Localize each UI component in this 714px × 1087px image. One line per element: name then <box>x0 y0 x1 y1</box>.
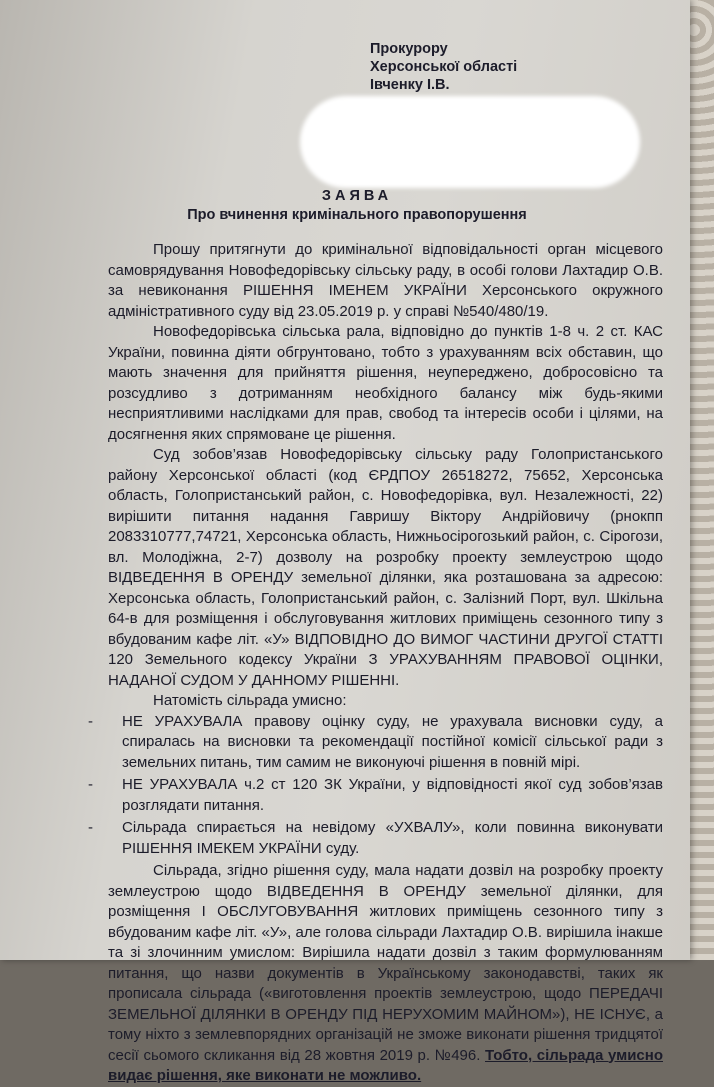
recipient-line-3: Івченку І.В. <box>370 77 450 93</box>
paragraph-intro-list: Натомість сільрада умисно: <box>153 692 347 709</box>
redaction-mark <box>300 96 640 188</box>
list-item <box>88 712 663 774</box>
list-dash: - <box>88 776 93 793</box>
paragraph-court-ruling: Суд зобов’язав Новофедорівську сільську раду Голопристанського району Херсонської області (код ЄРДПОУ 26518272, 75652, Херсонська область, Голопристанський район, с. Новофедорівка, вул. Незалежності, 22) вирішити питання надання Гавришу Віктору Андрійовичу (рнокпп 2083310777,74721, Херсонська область, Нижньосірогозький район, с. Сірогози, вл. Молодіжна, 2-7) дозволу на розробку проекту землеустрою щодо ВІДВЕДЕННЯ В ОРЕНДУ земельної ділянки, яка розташована за адресою: Херсонська область, Голопристанський район, с. Залізний Порт, вул. Шкільна 64-в для розміщення і обслуговування житлових приміщень сезонного типу з вбудованим кафе літ. «У» ВІДПОВІДНО ДО ВИМОГ ЧАСТИНИ ДРУГОЇ СТАТТІ 120 Земельного кодексу України З УРАХУВАННЯМ ПРАВОВОЇ ОЦІНКИ, НАДАНОЇ СУДОМ У ДАННОМУ РІШЕННІ. <box>108 446 663 689</box>
list-item <box>88 818 663 859</box>
violations-list <box>88 712 663 860</box>
recipient-line-1: Прокурору <box>370 41 448 57</box>
list-dash: - <box>88 819 93 836</box>
list-item-text: Сільрада спирається на невідому «УХВАЛУ», коли повинна виконувати РІШЕННЯ ІМЕКЕМ УКРАЇНИ суду. <box>122 819 663 857</box>
paragraph-obligation: Новофедорівська сільська рала, відповідно до пунктів 1-8 ч. 2 ст. КАС України, повинна діяти обгрунтовано, тобто з урахуванням всіх обставин, що мають значення для прийняття рішення, неупереджено, добросовісно та розсудливо з дотриманням необхідного балансу між будь-якими несприятливими наслідками для прав, свобод та інтересів особи і цілями, на досягнення яких спрямоване це рішення. <box>108 323 663 443</box>
conclusion-text: Сільрада, згідно рішення суду, мала надати дозвіл на розробку проекту землеустрою щодо ВІДВЕДЕННЯ В ОРЕНДУ земельної ділянки, для розміщення І ОБСЛУГОВУВАННЯ житлових приміщень сезонного типу з вбудованим кафе літ. «У», але голова сільради Лахтадир О.В. вирішила інакше та зі злочинним умислом: Вирішила надати дозвіл з таким формулюванням питання, що назви документів в Українському законодавстві, таких як прописала сільрада («виготовлення проектів землеустрою, щодо ПЕРЕДАЧІ ЗЕМЕЛЬНОЇ ДІЛЯНКИ В ОРЕНДУ ПІД НЕРУХОМИМ МАЙНОМ»), НЕ ІСНУЄ, а тому ніхто з землевпорядних організацій не зможе виконати рішення тридцятої сесії сьомого скликання від 28 жовтня 2019 р. №496. <box>108 862 663 1064</box>
list-dash: - <box>88 712 93 730</box>
document-subtitle: Про вчинення кримінального правопорушення <box>187 207 527 223</box>
recipient-line-2: Херсонської області <box>370 59 518 75</box>
recipient-block <box>370 40 517 94</box>
list-item <box>88 775 663 816</box>
paragraph-request: Прошу притягнути до кримінальної відповідальності орган місцевого самоврядування Новофедорівську сільську раду, в особі голови Лахтадир О.В. за невиконання РІШЕННЯ ІМЕНЕМ УКРАЇНИ Херсонського окружного адміністративного суду від 23.05.2019 р. у справі №540/480/19. <box>108 241 663 320</box>
list-item-text: НЕ УРАХУВАЛА правову оцінку суду, не урахувала висновки суду, а спиралась на висновки та рекомендації постійної комісії сільської ради з земельних питань, тим самим не виконуючі рішення в повній мірі. <box>122 712 663 771</box>
conclusion-emphasis: Тобто, сільрада умисно видає рішення, яке виконати не можливо. <box>108 1046 663 1084</box>
paragraph-conclusion <box>108 861 663 1087</box>
document-title: ЗАЯВА <box>321 188 393 204</box>
list-item-text: НЕ УРАХУВАЛА ч.2 ст 120 ЗК України, у відповідності якої суд зобов’язав розглядати питання. <box>122 776 663 814</box>
